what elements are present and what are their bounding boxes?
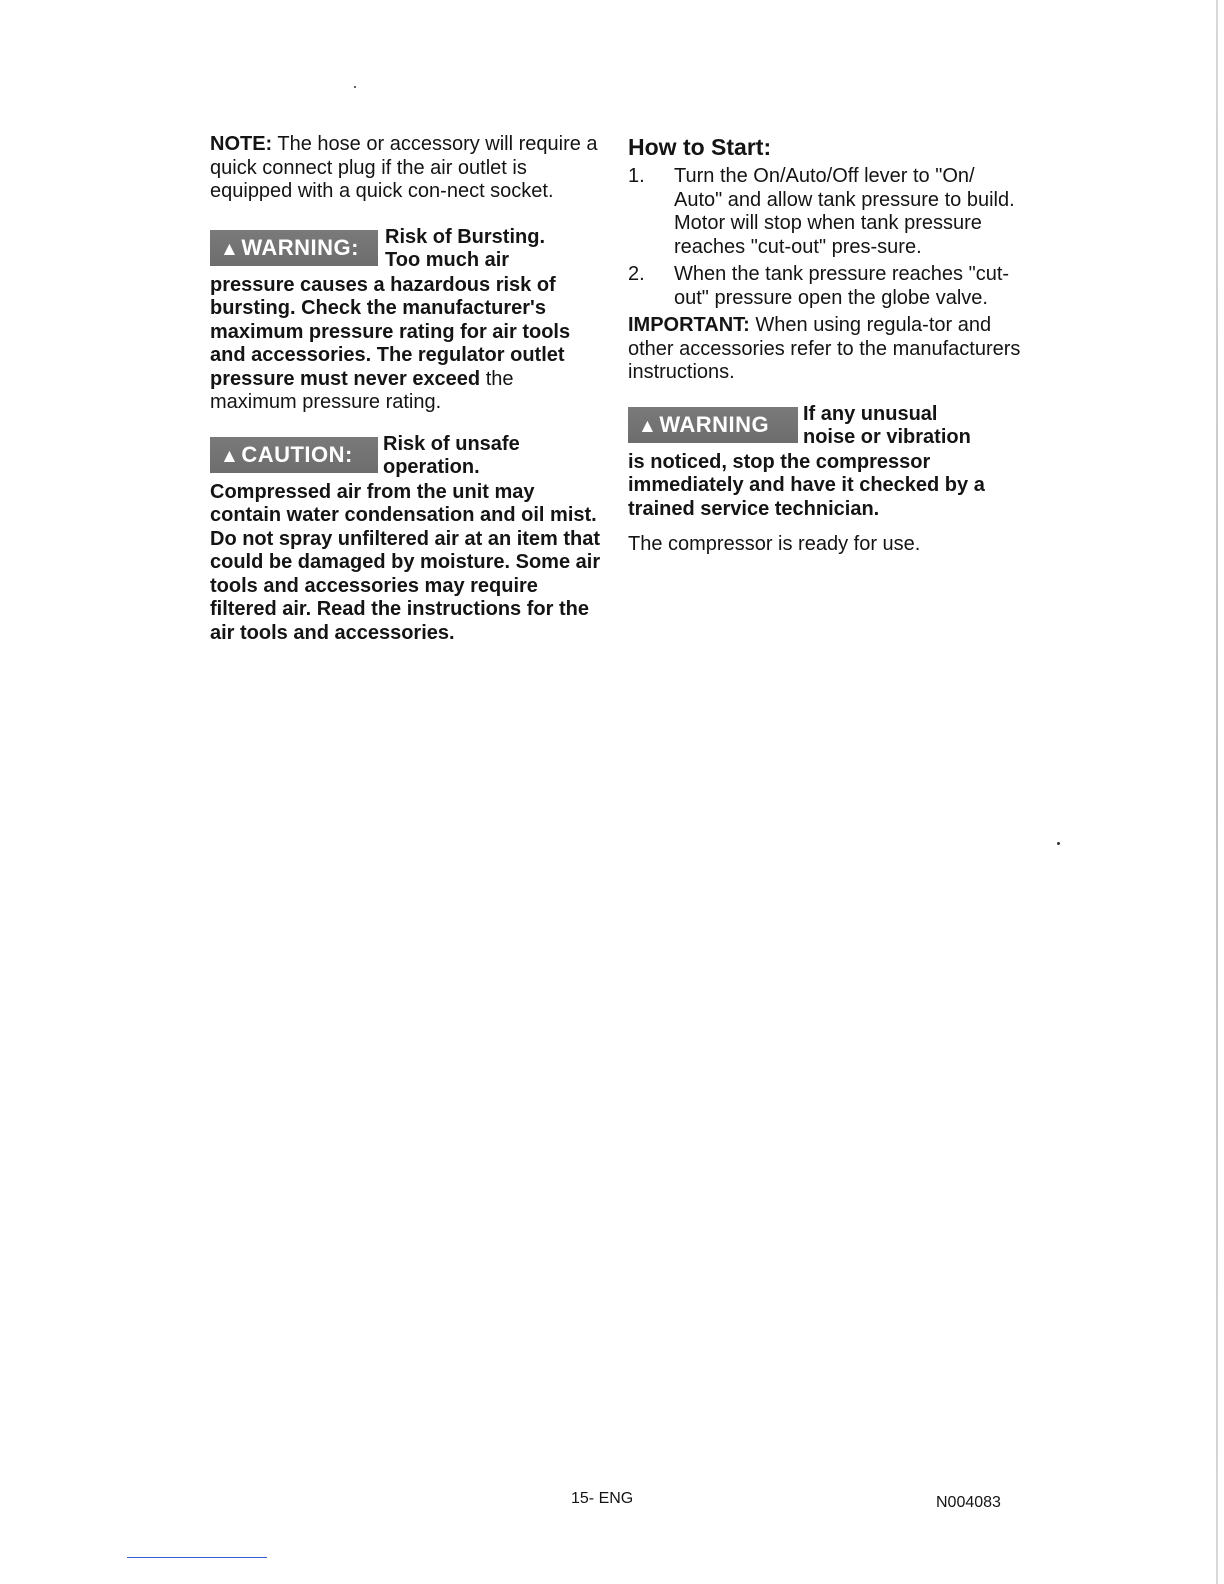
- caution-triangle-icon: ▲: [220, 445, 240, 467]
- warning-badge-label: WARNING:: [241, 234, 359, 260]
- caution-lead: [383, 433, 520, 480]
- warning-noise-header: [628, 403, 1023, 451]
- spacer: [628, 521, 1023, 533]
- how-to-start-heading: How to Start:: [628, 134, 772, 160]
- right-column: [628, 133, 1023, 557]
- note-lead: NOTE:: [210, 133, 273, 155]
- caution-lead-line2: operation.: [383, 456, 480, 478]
- step-text: Turn the On/Auto/Off lever to "On/ Auto" and allow tank pressure to build. Motor will stop when tank pressure reaches "cut-out" pres-sure.: [674, 165, 1015, 258]
- caution-badge: [210, 437, 378, 473]
- warning-bursting-header: [210, 226, 602, 274]
- warning-badge-label: WARNING: [659, 411, 770, 437]
- note-text: The hose or accessory will require a quick connect plug if the air outlet is equipped with a quick con-nect socket.: [210, 133, 598, 202]
- warning-body-bold: pressure causes a hazardous risk of bursting. Check the manufacturer's maximum pressure rating for air tools and accessories. The regulator outlet pressure must never exceed: [210, 273, 571, 390]
- scan-dot: [1057, 842, 1060, 845]
- warning-noise-body: is noticed, stop the compressor immediately and have it checked by a trained service technician.: [628, 450, 985, 520]
- bottom-rule: [127, 1557, 267, 1558]
- left-column: [210, 133, 602, 645]
- step-text: When the tank pressure reaches "cut-out" pressure open the globe valve.: [674, 263, 1010, 309]
- caution-badge-label: CAUTION:: [241, 441, 353, 467]
- warning-badge: [628, 407, 798, 443]
- page-number: 15- ENG: [571, 1490, 634, 1507]
- caution-lead-line1: Risk of unsafe: [383, 432, 520, 455]
- scan-dot: [354, 86, 356, 88]
- warning-lead: [385, 226, 545, 273]
- important-paragraph: [628, 314, 1023, 385]
- warning-body-normal: the maximum pressure rating.: [210, 367, 514, 413]
- page-edge: [1216, 0, 1218, 1584]
- document-code: N004083: [936, 1494, 1001, 1511]
- warning-lead: [803, 403, 971, 450]
- ready-text: The compressor is ready for use.: [628, 533, 921, 555]
- note-paragraph: [210, 133, 602, 204]
- warning-lead-line1: Risk of Bursting.: [385, 225, 546, 248]
- warning-lead-line1: If any unusual: [803, 402, 938, 425]
- important-text: When using regula-tor and other accessories refer to the manufacturers instructions.: [628, 314, 1021, 383]
- warning-lead-line2: noise or vibration: [803, 426, 971, 448]
- warning-bursting-body: [210, 274, 602, 415]
- warning-badge: [210, 230, 378, 266]
- step-number: 2.: [628, 263, 645, 285]
- important-lead: IMPORTANT:: [628, 314, 750, 336]
- warning-triangle-icon: ▲: [638, 415, 658, 437]
- step-number: 1.: [628, 165, 645, 187]
- warning-triangle-icon: ▲: [220, 238, 240, 260]
- caution-body: Compressed air from the unit may contain water condensation and oil mist. Do not spray unfiltered air at an item that could be damaged by moisture. Some air tools and accessories may require filtered air. Read the instructions for the air tools and accessories.: [210, 480, 601, 644]
- caution-header: [210, 433, 602, 481]
- step-item: [628, 263, 1023, 310]
- warning-lead-line2: Too much air: [385, 249, 510, 271]
- step-item: [628, 165, 1023, 259]
- start-steps: [628, 165, 1023, 310]
